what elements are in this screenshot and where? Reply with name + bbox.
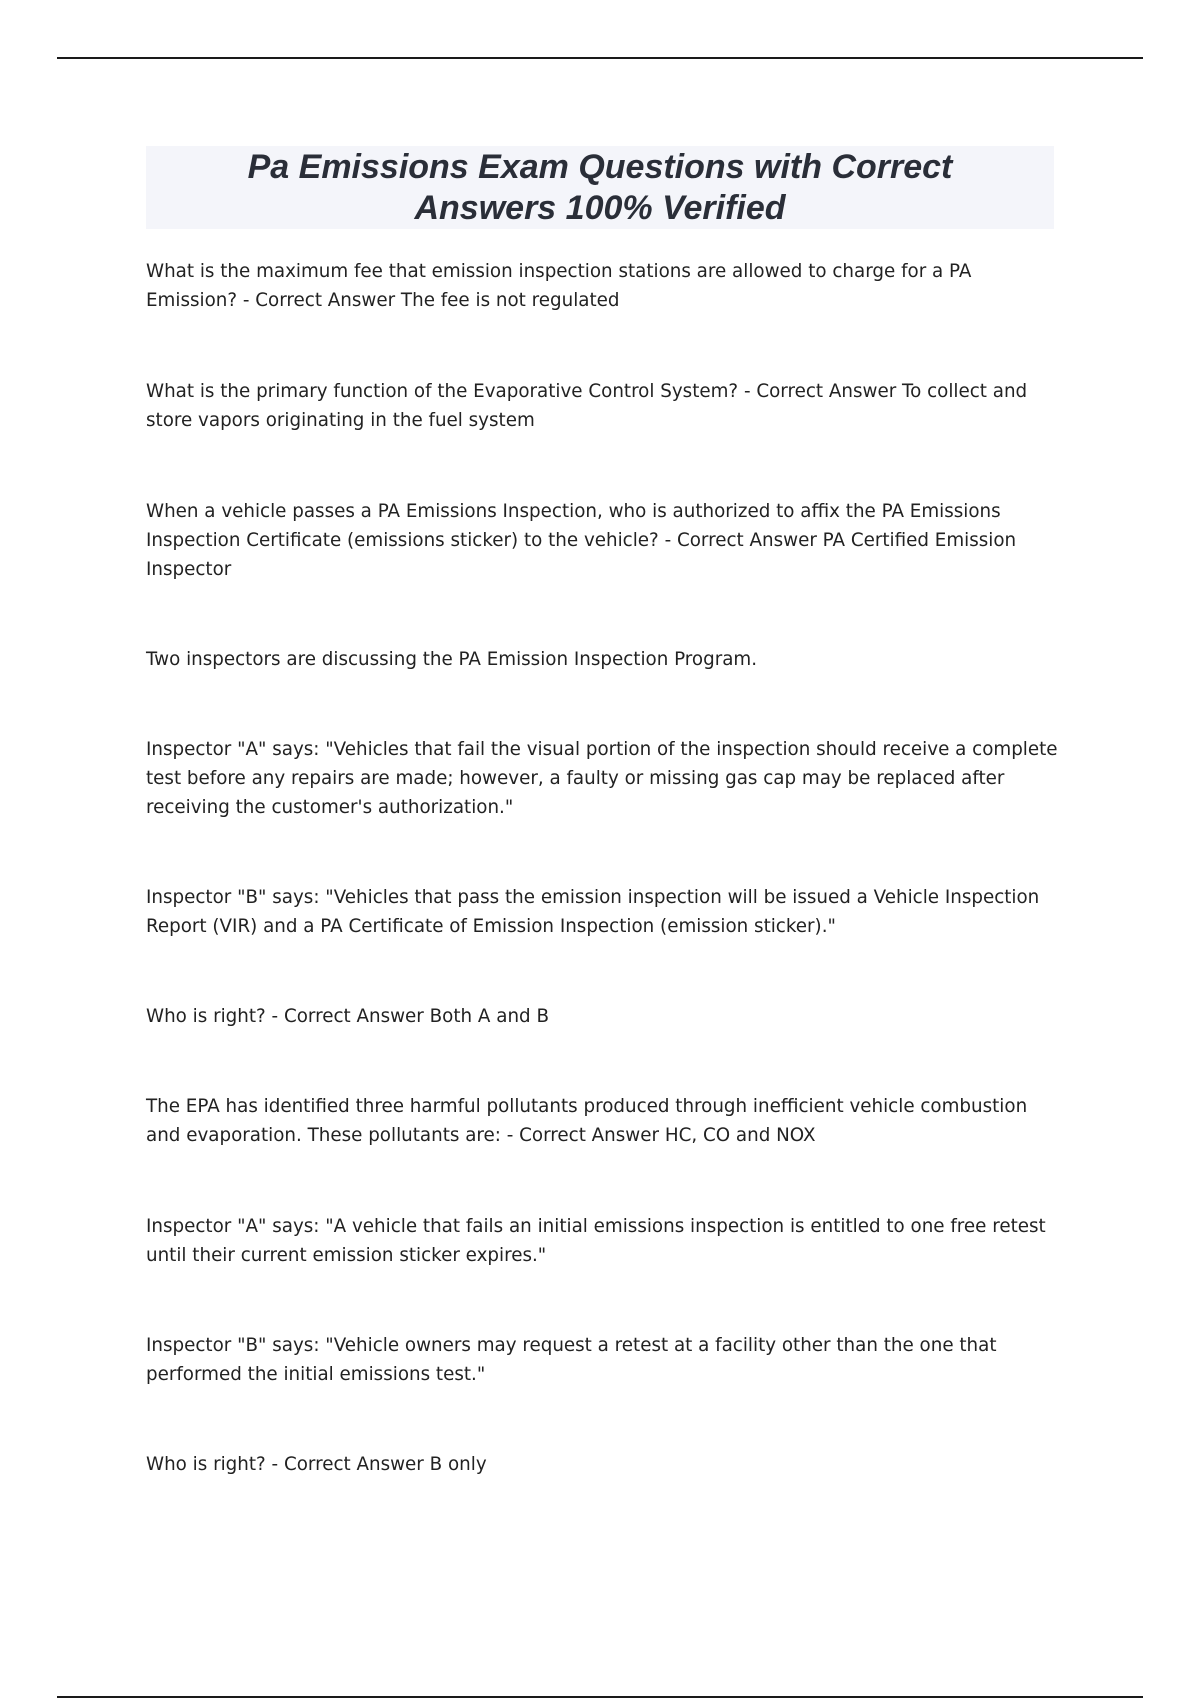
paragraph-q4-inspector-b: Inspector "B" says: "Vehicles that pass the emission inspection will be issued a Vehicle Inspection Report (VIR) and a PA Certificate of Emission Inspection (emission sticker)."	[146, 887, 1040, 937]
paragraph-q1: What is the maximum fee that emission inspection stations are allowed to charge for a PA Emission? - Correct Answer The fee is not regulated	[146, 261, 972, 311]
paragraph-q3: When a vehicle passes a PA Emissions Inspection, who is authorized to affix the PA Emissions Inspection Certificate (emissions sticker) to the vehicle? - Correct Answer PA Certified Emission Inspector	[146, 501, 1017, 580]
paragraph-q5: The EPA has identified three harmful pollutants produced through inefficient vehicle combustion and evaporation. These pollutants are: - Correct Answer HC, CO and NOX	[146, 1096, 1028, 1146]
paragraph-q2: What is the primary function of the Evaporative Control System? - Correct Answer To collect and store vapors originating in the fuel system	[146, 381, 1028, 431]
title-band	[146, 146, 1054, 229]
paragraph-q6-answer: Who is right? - Correct Answer B only	[146, 1454, 487, 1475]
document-title: Pa Emissions Exam Questions with Correct Answers 100% Verified	[247, 147, 953, 227]
top-rule	[57, 57, 1143, 59]
document-body	[146, 257, 1058, 1479]
paragraph-q4-answer: Who is right? - Correct Answer Both A and B	[146, 1006, 549, 1027]
paragraph-q6-inspector-b: Inspector "B" says: "Vehicle owners may request a retest at a facility other than the one that performed the initial emissions test."	[146, 1335, 997, 1385]
paragraph-q6-inspector-a: Inspector "A" says: "A vehicle that fails an initial emissions inspection is entitled to one free retest until their current emission sticker expires."	[146, 1216, 1046, 1266]
bottom-rule	[57, 1696, 1143, 1698]
paragraph-q4-intro: Two inspectors are discussing the PA Emission Inspection Program.	[146, 649, 758, 670]
paragraph-q4-inspector-a: Inspector "A" says: "Vehicles that fail the visual portion of the inspection should receive a complete test before any repairs are made; however, a faulty or missing gas cap may be replaced after receiving the customer's authorization."	[146, 739, 1058, 818]
